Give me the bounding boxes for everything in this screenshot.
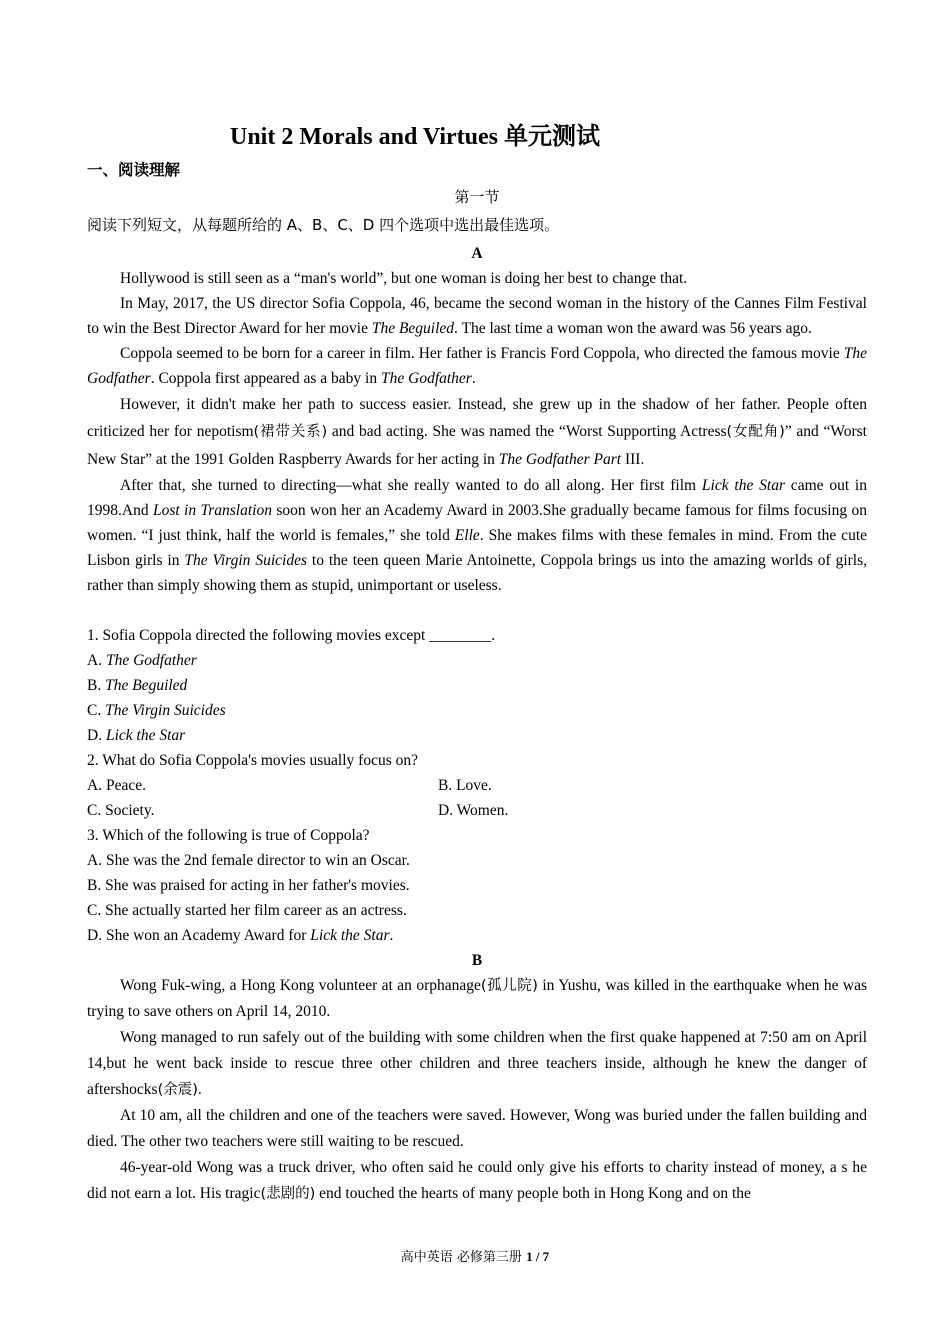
footer-text: 高中英语 必修第三册 bbox=[400, 1250, 527, 1265]
passage-b-paragraph-3: At 10 am, all the children and one of the teachers were saved. However, Wong was buried under the fallen building and died. The other two teachers were still waiting to be rescued. bbox=[87, 1107, 867, 1150]
gloss: (裙带关系) bbox=[253, 424, 328, 440]
passage-a-label: A bbox=[471, 245, 483, 262]
instruction-text: 阅读下列短文，从每题所给的 A、B、C、D 四个选项中选出最佳选项。 bbox=[87, 216, 560, 234]
passage-b bbox=[87, 948, 867, 1207]
question-2-option-a[interactable]: A. Peace. bbox=[87, 777, 146, 794]
film-title: The Godfather bbox=[87, 345, 867, 387]
passage-b-label: B bbox=[471, 952, 483, 969]
magazine-title: Elle bbox=[454, 527, 480, 544]
gloss: (余震) bbox=[157, 1082, 198, 1098]
question-3: 3. Which of the following is true of Coppola? bbox=[87, 827, 370, 844]
question-3-option-d[interactable]: D. She won an Academy Award for Lick the Star. bbox=[87, 927, 394, 944]
question-3-option-a[interactable]: A. She was the 2nd female director to win an Oscar. bbox=[87, 852, 410, 869]
passage-a bbox=[87, 241, 867, 598]
question-2-option-c[interactable]: C. Society. bbox=[87, 802, 155, 819]
question-1-option-a[interactable]: A. The Godfather bbox=[87, 652, 197, 669]
passage-a-paragraph-5: After that, she turned to directing—what she really wanted to do all along. Her first film Lick the Star came out in 1998.And Lost in Translation soon won her an Academy Award in 2003.She gradually became famous for films focusing on women. “I just think, half the world is females,” she told Elle. She makes films with these females in mind. From the cute Lisbon girls in The Virgin Suicides to the teen queen Marie Antoinette, Coppola brings us into the amazing worlds of girls, rather than simply showing them as stupid, unimportant or useless. bbox=[87, 477, 868, 594]
passage-a-paragraph-2: In May, 2017, the US director Sofia Coppola, 46, became the second woman in the history of the Cannes Film Festival to win the Best Director Award for her movie The Beguiled. The last time a woman won the award was 56 years ago. bbox=[87, 295, 867, 337]
question-1-option-b[interactable]: B. The Beguiled bbox=[87, 677, 188, 694]
passage-a-paragraph-3: Coppola seemed to be born for a career in film. Her father is Francis Ford Coppola, who directed the famous movie The Godfather. Coppola first appeared as a baby in The Godfather. bbox=[87, 345, 867, 387]
gloss: (女配角) bbox=[726, 424, 785, 440]
film-title: The Beguiled bbox=[371, 320, 455, 337]
questions-a bbox=[87, 623, 867, 948]
passage-b-paragraph-1: Wong Fuk-wing, a Hong Kong volunteer at an orphanage(孤儿院) in Yushu, was killed in the earthquake when he was trying to save others on April 14, 2010. bbox=[87, 977, 867, 1020]
question-2: 2. What do Sofia Coppola's movies usually focus on? bbox=[87, 752, 418, 769]
film-title: Lost in Translation bbox=[152, 502, 272, 519]
film-title: Lick the Star bbox=[701, 477, 785, 494]
question-2-option-b[interactable]: B. Love. bbox=[438, 777, 492, 794]
question-2-option-d[interactable]: D. Women. bbox=[438, 802, 509, 819]
section-heading: 一、阅读理解 bbox=[87, 161, 181, 179]
passage-b-paragraph-4: 46-year-old Wong was a truck driver, who often said he could only give his efforts to charity instead of money, a s he did not earn a lot. His tragic(悲剧的) end touched the hearts of many people both in Hong Kong and on the bbox=[87, 1159, 867, 1202]
film-title: The Godfather bbox=[381, 370, 472, 387]
question-3-option-b[interactable]: B. She was praised for acting in her father's movies. bbox=[87, 877, 410, 894]
page-footer bbox=[0, 1246, 950, 1265]
question-1-option-c[interactable]: C. The Virgin Suicides bbox=[87, 702, 226, 719]
passage-a-paragraph-1: Hollywood is still seen as a “man's world”, but one woman is doing her best to change that. bbox=[120, 270, 688, 287]
film-title: The Virgin Suicides bbox=[184, 552, 307, 569]
passage-b-paragraph-2: Wong managed to run safely out of the building with some children when the first quake happened at 7:50 am on April 14,but he went back inside to rescue three other children and three teachers inside, although he knew the danger of aftershocks(余震). bbox=[87, 1029, 867, 1098]
question-1-option-d[interactable]: D. Lick the Star bbox=[87, 727, 186, 744]
question-2-options-row-1 bbox=[87, 773, 867, 798]
subsection-heading: 第一节 bbox=[454, 188, 500, 206]
gloss: (孤儿院) bbox=[480, 978, 538, 994]
passage-a-paragraph-4: However, it didn't make her path to success easier. Instead, she grew up in the shadow of her father. People often criticized her for nepotism(裙带关系) and bad acting. She was named the “Worst Supporting Actress(女配角)” and “Worst New Star” at the 1991 Golden Raspberry Awards for her acting in The Godfather Part III. bbox=[87, 396, 867, 468]
gloss: (悲剧的) bbox=[260, 1186, 316, 1202]
page-number: 1 / 7 bbox=[526, 1249, 550, 1264]
film-title: The Godfather Part bbox=[498, 451, 622, 468]
document-title: Unit 2 Morals and Virtues 单元测试 bbox=[229, 124, 600, 150]
question-2-options-row-2 bbox=[87, 798, 867, 823]
question-1: 1. Sofia Coppola directed the following movies except ________. bbox=[87, 627, 496, 644]
question-3-option-c[interactable]: C. She actually started her film career as an actress. bbox=[87, 902, 407, 919]
